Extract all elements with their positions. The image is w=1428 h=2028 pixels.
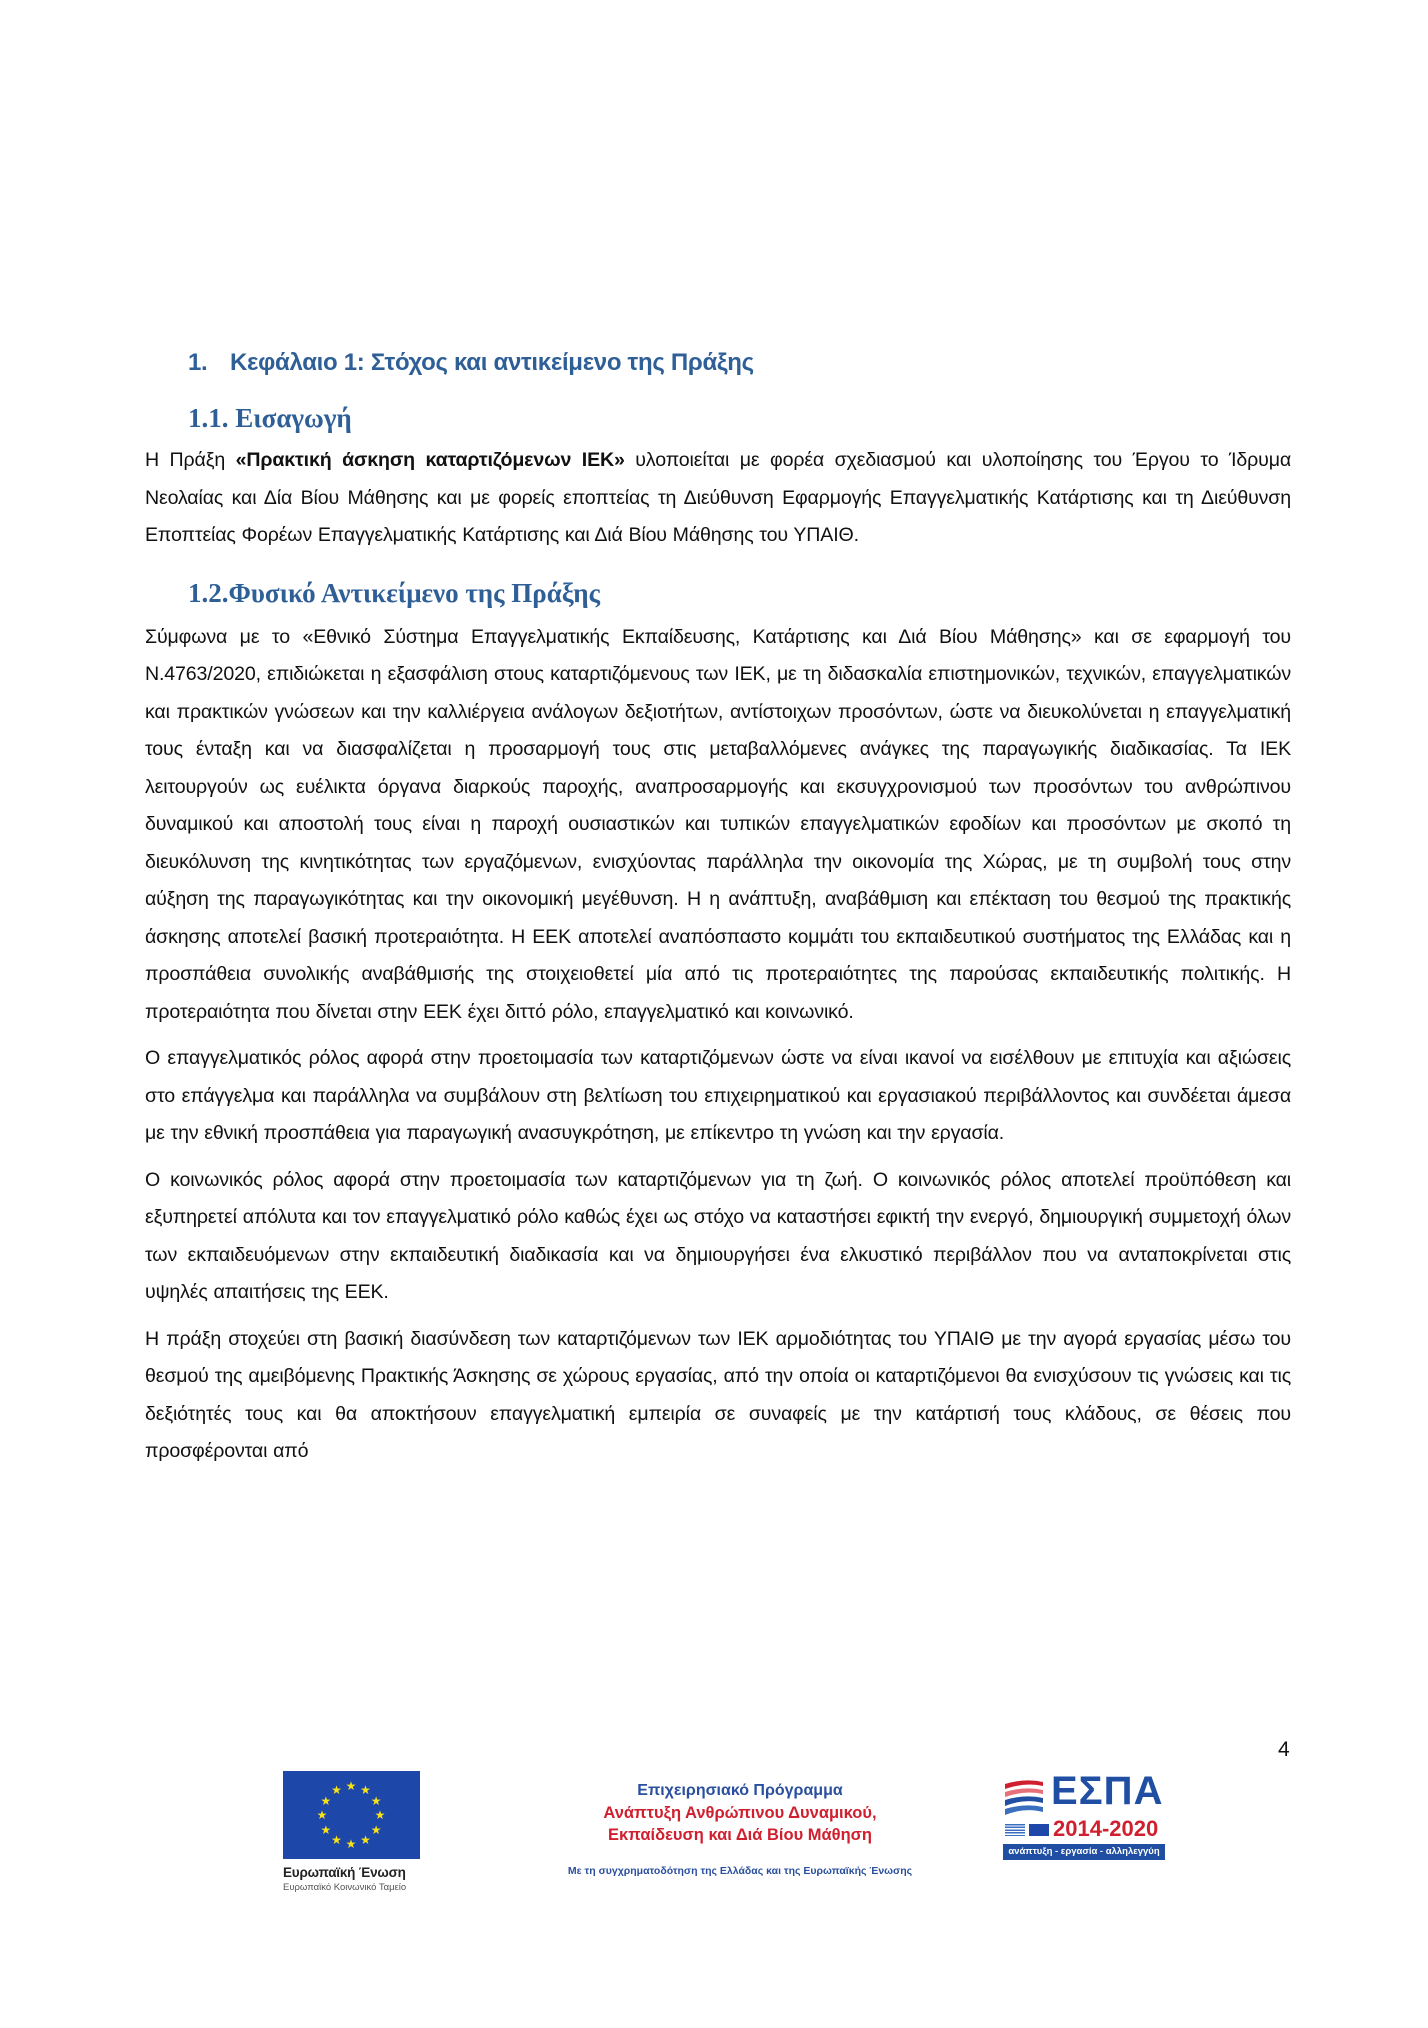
espa-logo xyxy=(1003,1769,1165,1862)
chapter-heading xyxy=(188,344,1291,382)
eu-logo-subtitle: Ευρωπαϊκό Κοινωνικό Ταμείο xyxy=(283,1882,407,1893)
eu-star-icon: ★ xyxy=(320,1822,332,1837)
eu-logo-title: Ευρωπαϊκή Ένωση xyxy=(283,1865,406,1880)
eu-star-icon: ★ xyxy=(320,1793,332,1808)
section-heading-physical-object: 1.2.Φυσικό Αντικείμενο της Πράξης xyxy=(188,577,600,608)
eu-star-icon: ★ xyxy=(316,1808,328,1822)
chapter-number: 1. xyxy=(188,349,208,376)
espa-flags xyxy=(1005,1824,1049,1836)
paragraph-professional-role: Ο επαγγελματικός ρόλος αφορά στην προετοιμασία των καταρτιζόμενων ώστε να είναι ικανοί να εισέλθουν με επιτυχία και αξιώσεις στο επάγγελμα και παράλληλα να συμβάλουν στη βελτίωση του επιχειρηματικού και εργασιακού περιβάλλοντος και συνδέεται άμεσα με την εθνική προσπάθεια για παραγωγική ανασυγκρότηση, με επίκεντρο τη γνώση και την εργασία. xyxy=(145,1047,1291,1144)
paragraph-action-goal: Η πράξη στοχεύει στη βασική διασύνδεση των καταρτιζόμενων των ΙΕΚ αρμοδιότητας του ΥΠΑΙΘ με την αγορά εργασίας μέσω του θεσμού της αμειβόμενης Πρακτικής Άσκησης σε χώρους εργασίας, από την οποία οι καταρτιζόμενοι θα ενισχύσουν τις γνώσεις και τις δεξιότητές τους και θα αποκτήσουν επαγγελματική εμπειρία σε συναφείς με την κατάρτισή τους κλάδους, σε θέσεις που προσφέρονται από xyxy=(145,1327,1291,1462)
chapter-title: Κεφάλαιο 1: Στόχος και αντικείμενο της Πράξης xyxy=(230,349,754,376)
eu-star-icon: ★ xyxy=(370,1793,382,1808)
cofunding-note: Με τη συγχρηματοδότηση της Ελλάδας και της Ευρωπαϊκής Ένωσης xyxy=(567,1865,913,1877)
paragraph-social-role: Ο κοινωνικός ρόλος αφορά στην προετοιμασία των καταρτιζόμενων για τη ζωή. Ο κοινωνικός ρόλος αποτελεί προϋπόθεση και εξυπηρετεί απόλυτα και τον επαγγελματικό ρόλο καθώς έχει ως στόχο να καταστήσει εφικτή την ενεργό, δημιουργική συμμετοχή όλων των εκπαιδευόμενων στην εκπαιδευτική διαδικασία και να δημιουργήσει ένα ελκυστικό περιβάλλον που να ανταποκρίνεται στις υψηλές απαιτήσεις της ΕΕΚ. xyxy=(145,1168,1291,1303)
paragraph-text: Η Πράξη xyxy=(145,449,236,471)
eu-star-icon: ★ xyxy=(360,1833,371,1848)
espa-years: 2014-2020 xyxy=(1053,1816,1159,1841)
project-title-bold: «Πρακτική άσκηση καταρτιζόμενων ΙΕΚ» xyxy=(235,449,625,471)
eu-star-icon: ★ xyxy=(374,1808,386,1822)
paragraph-introduction xyxy=(145,442,1291,555)
espa-waves-icon xyxy=(1003,1776,1047,1820)
op-line-3: Εκπαίδευση και Διά Βίου Μάθηση xyxy=(607,1826,873,1844)
greek-flag-icon xyxy=(1005,1824,1025,1836)
eu-star-icon: ★ xyxy=(345,1837,357,1851)
eu-logo xyxy=(283,1771,421,1893)
eu-flag-icon xyxy=(1029,1824,1049,1836)
eu-star-icon: ★ xyxy=(370,1822,382,1837)
eu-star-icon: ★ xyxy=(331,1833,342,1848)
operational-programme-logo xyxy=(520,1780,960,1878)
page-content xyxy=(145,344,1291,1480)
op-line-1: Επιχειρησιακό Πρόγραμμα xyxy=(637,1782,843,1799)
paragraph-national-system: Σύμφωνα με το «Εθνικό Σύστημα Επαγγελματικής Εκπαίδευσης, Κατάρτισης και Διά Βίου Μάθησης» και σε εφαρμογή του Ν.4763/2020, επιδιώκεται η εξασφάλιση στους καταρτιζόμενους των ΙΕΚ, με τη διδασκαλία επιστημονικών, τεχνικών, επαγγελματικών και πρακτικών γνώσεων και την καλλιέργεια ανάλογων δεξιοτήτων, αντίστοιχων προσόντων, ώστε να διευκολύνεται η επαγγελματική τους ένταξη και να διασφαλίζεται η προσαρμογή τους στις μεταβαλλόμενες ανάγκες της παραγωγικής διαδικασίας. Τα ΙΕΚ λειτουργούν ως ευέλικτα όργανα διαρκούς παροχής, αναπροσαρμογής και εκσυγχρονισμού των προσόντων του ανθρώπινου δυναμικού και αποστολή τους είναι η παροχή ουσιαστικών και τυπικών επαγγελματικών εφοδίων και προσόντων με σκοπό τη διευκόλυνση της κινητικότητας των εργαζόμενων, ενισχύοντας παράλληλα την οικονομία της Χώρας, με τη συμβολή τους στην αύξηση της παραγωγικότητας και την οικονομική μεγέθυνση. Η η ανάπτυξη, αναβάθμιση και επέκταση του θεσμού της πρακτικής άσκησης αποτελεί βασική προτεραιότητα. Η ΕΕΚ αποτελεί αναπόσπαστο κομμάτι του εκπαιδευτικού συστήματος της Ελλάδας και η προσπάθεια συνολικής αναβάθμισής της στοιχειοθετεί μία από τις προτεραιότητες της παρούσας εκπαιδευτικής πολιτικής. Η προτεραιότητα που δίνεται στην ΕΕΚ έχει διττό ρόλο, επαγγελματικό και κοινωνικό. xyxy=(145,625,1291,1023)
eu-flag-icon xyxy=(283,1771,420,1859)
espa-tagline: ανάπτυξη - εργασία - αλληλεγγύη xyxy=(1003,1844,1165,1860)
page-number: 4 xyxy=(1278,1738,1290,1761)
eu-star-icon: ★ xyxy=(360,1782,371,1797)
eu-star-icon: ★ xyxy=(331,1782,342,1797)
section-heading-introduction: 1.1. Εισαγωγή xyxy=(188,403,352,433)
espa-word: ΕΣΠΑ xyxy=(1051,1769,1164,1813)
eu-star-icon: ★ xyxy=(345,1779,357,1793)
paragraph-text: υλοποιείται με φορέα σχεδιασμού και υλοποίησης του Έργου το Ίδρυμα Νεολαίας και Δία Βίου Μάθησης και με φορείς εποπτείας τη Διεύθυνση Εφαρμογής Επαγγελματικής Κατάρτισης και τη Διεύθυνση Εποπτείας Φορέων Επαγγελματικής Κατάρτισης και Διά Βίου Μάθησης του ΥΠΑΙΘ. xyxy=(145,449,1292,546)
op-line-2: Ανάπτυξη Ανθρώπινου Δυναμικού, xyxy=(603,1804,877,1822)
